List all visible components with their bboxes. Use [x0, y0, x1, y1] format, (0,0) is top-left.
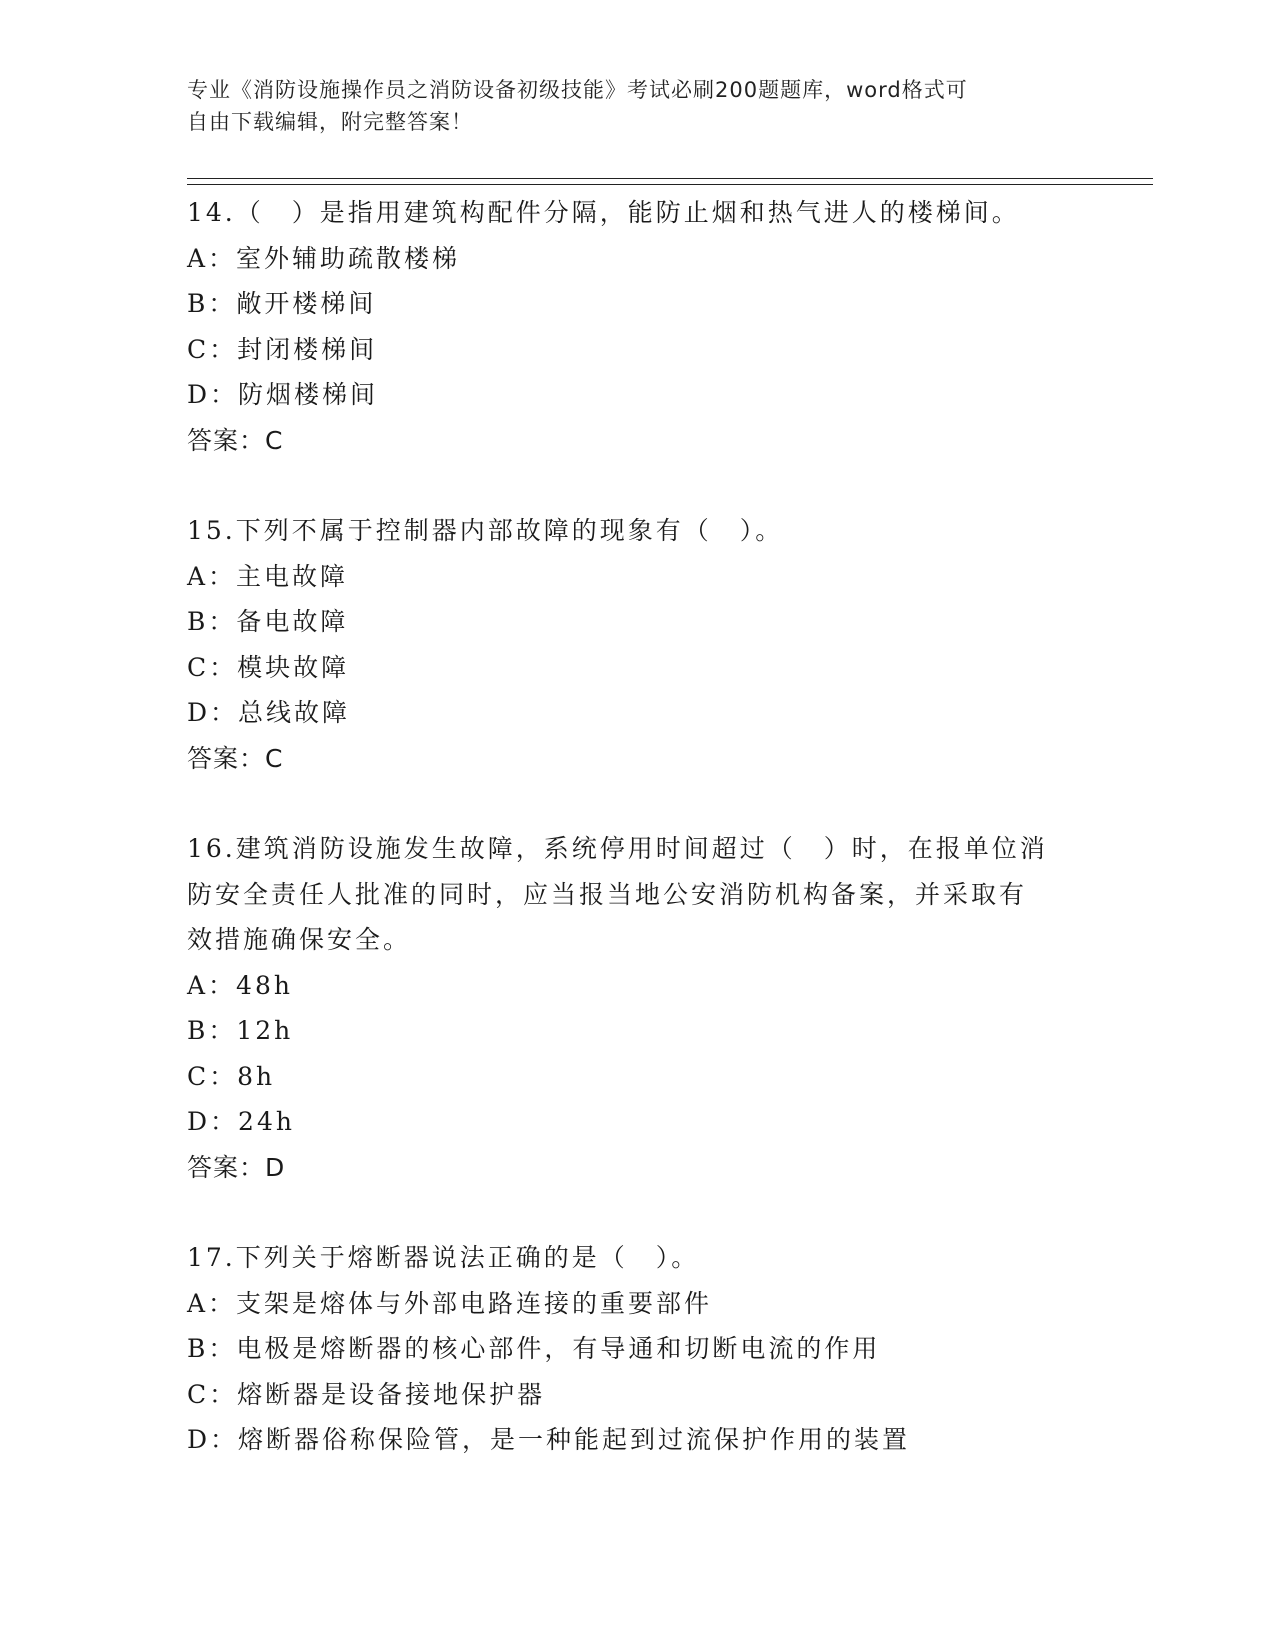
option-c: C：熔断器是设备接地保护器: [187, 1379, 546, 1409]
header-line: 专业《消防设施操作员之消防设备初级技能》考试必刷200题题库，word格式可: [187, 78, 968, 102]
question-stem: 14.（ ）是指用建筑构配件分隔，能防止烟和热气进人的楼梯间。: [187, 198, 1020, 227]
spacer: [187, 781, 1087, 826]
header-divider: [187, 184, 1153, 185]
option-c: C：8h: [187, 1061, 276, 1091]
option-d: D：24h: [187, 1107, 295, 1136]
option-a: A：室外辅助疏散楼梯: [187, 243, 461, 273]
question: [187, 826, 1087, 1190]
option-a: A：48h: [187, 970, 293, 1000]
spacer: [187, 1190, 1087, 1235]
option-d: D：总线故障: [187, 698, 351, 727]
option-c: C：封闭楼梯间: [187, 334, 378, 364]
question-stem: 15.下列不属于控制器内部故障的现象有（ ）。: [187, 516, 784, 545]
option-b: B：电极是熔断器的核心部件，有导通和切断电流的作用: [187, 1334, 881, 1363]
header-divider: [187, 178, 1153, 179]
answer-line: 答案：C: [187, 425, 284, 455]
header-line: 自由下载编辑，附完整答案！: [187, 110, 473, 134]
spacer: [187, 463, 1087, 508]
option-a: A：主电故障: [187, 561, 349, 591]
question: [187, 190, 1087, 463]
option-d: D：防烟楼梯间: [187, 380, 379, 409]
answer-line: 答案：C: [187, 743, 284, 773]
question: [187, 1235, 1087, 1463]
question: [187, 508, 1087, 781]
option-b: B：敞开楼梯间: [187, 289, 377, 318]
option-a: A：支架是熔体与外部电路连接的重要部件: [187, 1288, 713, 1318]
option-d: D：熔断器俗称保险管，是一种能起到过流保护作用的装置: [187, 1425, 911, 1454]
option-c: C：模块故障: [187, 652, 350, 682]
question-list: [187, 190, 1087, 1463]
question-stem: 16.建筑消防设施发生故障，系统停用时间超过（ ）时，在报单位消: [187, 834, 1048, 863]
question-stem: 17.下列关于熔断器说法正确的是（ ）。: [187, 1243, 700, 1272]
answer-line: 答案：D: [187, 1152, 286, 1182]
question-stem: 效措施确保安全。: [187, 925, 412, 954]
option-b: B：备电故障: [187, 607, 349, 636]
question-stem: 防安全责任人批准的同时，应当报当地公安消防机构备案，并采取有: [187, 879, 1028, 909]
option-b: B：12h: [187, 1016, 294, 1045]
document-header: [187, 74, 1067, 138]
